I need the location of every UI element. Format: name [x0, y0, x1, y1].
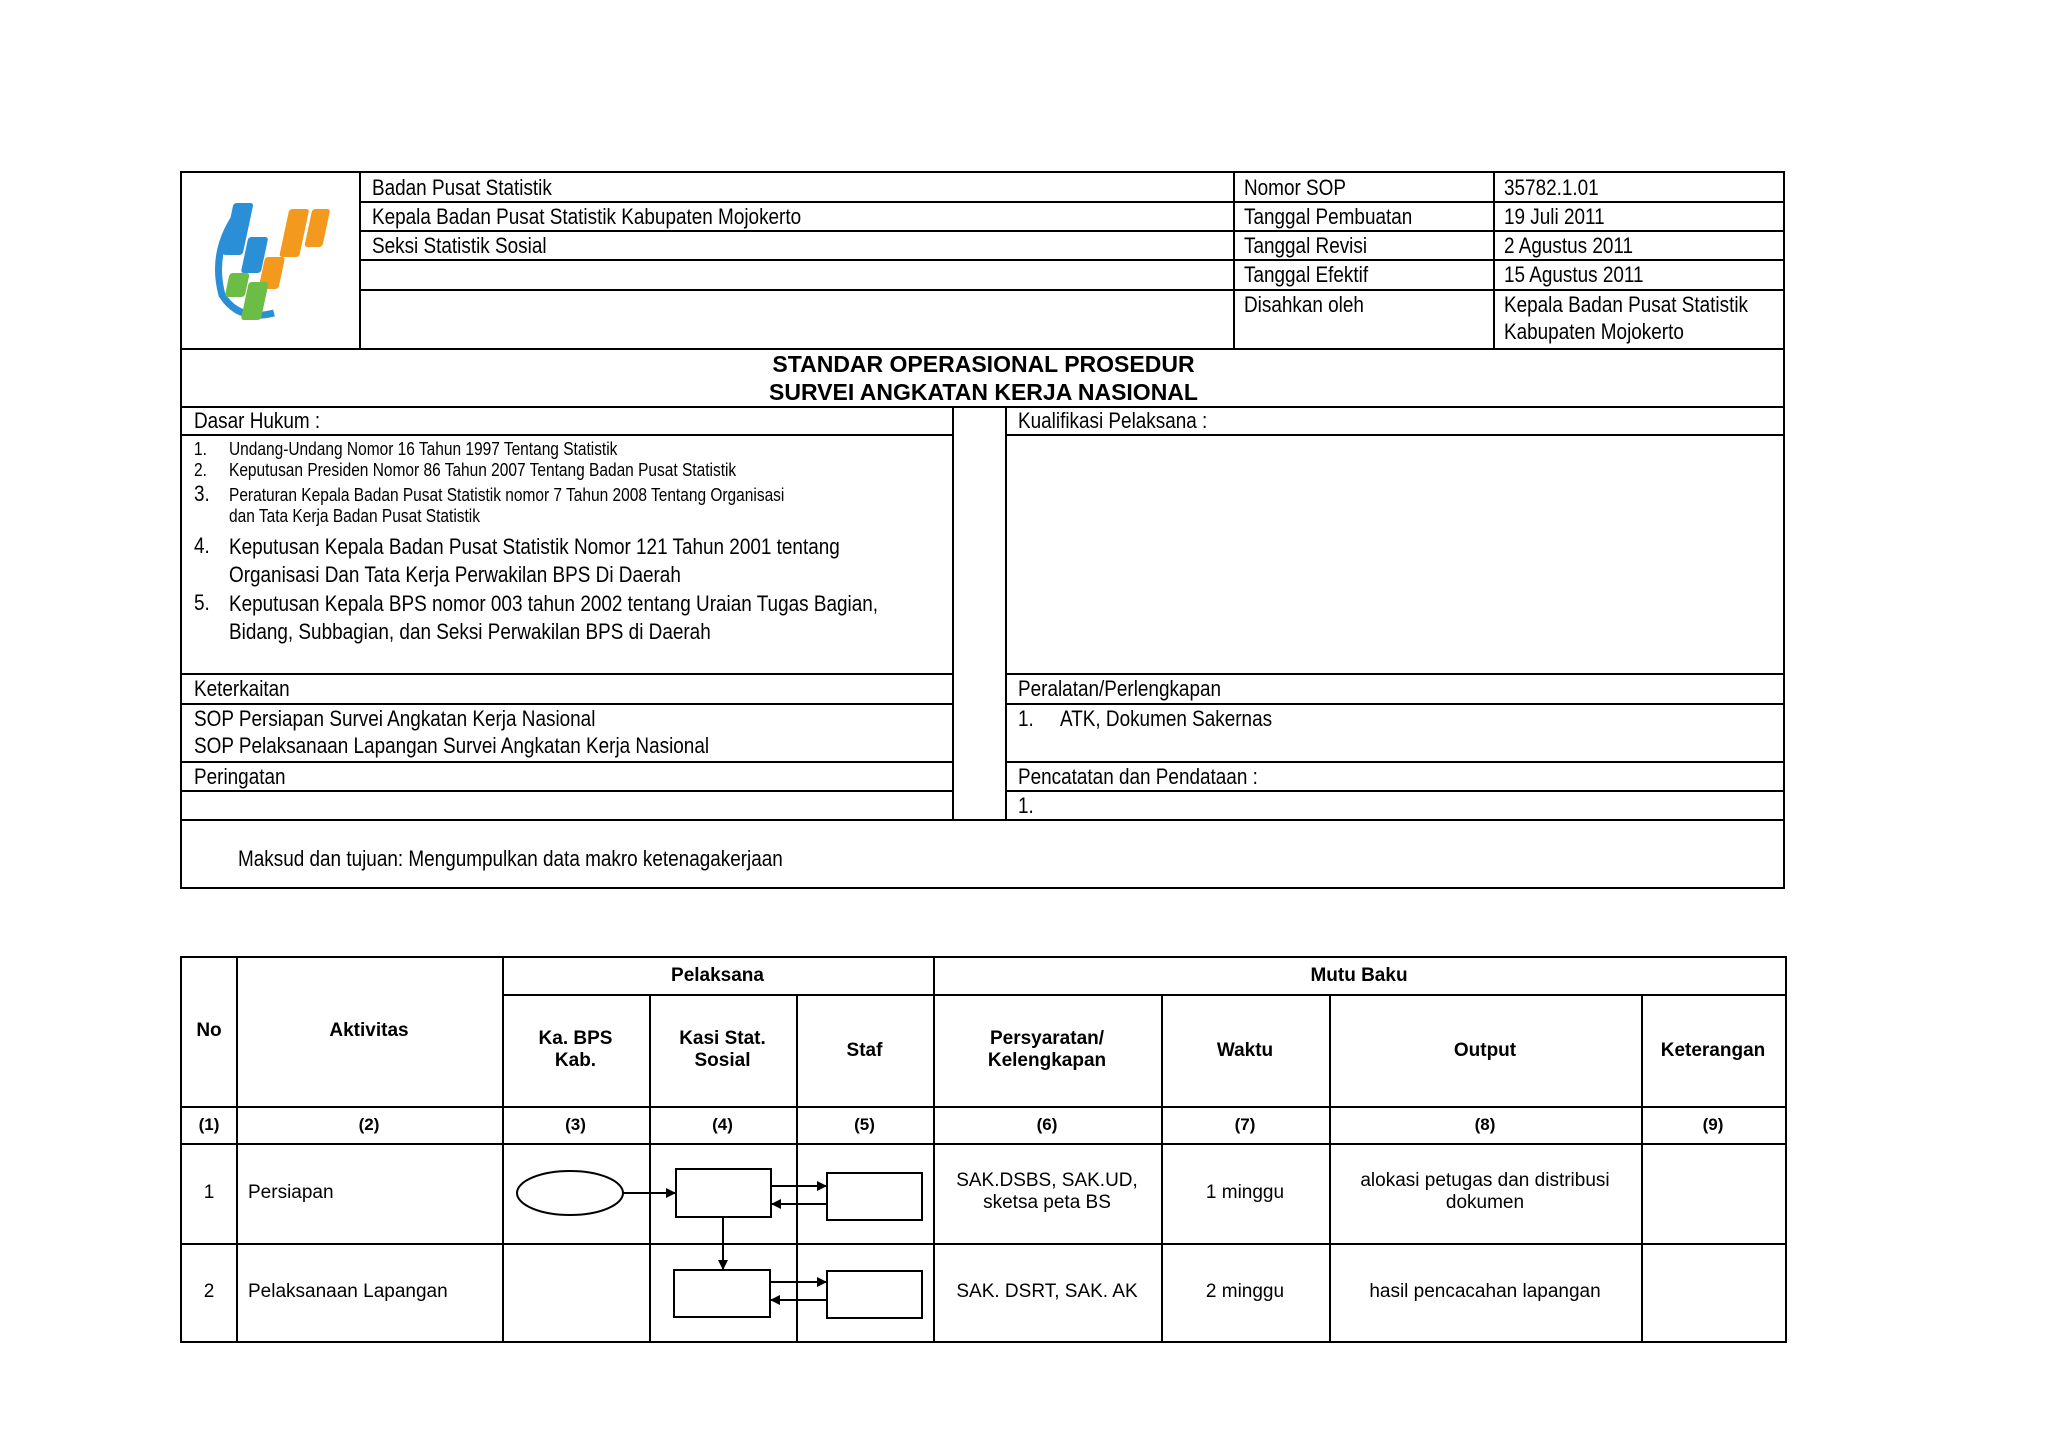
list-item-text: Keputusan Kepala BPS nomor 003 tahun 2002 tentang Uraian Tugas Bagian, — [229, 591, 879, 616]
col-waktu: Waktu — [1216, 1040, 1274, 1061]
row-output-line2: dokumen — [1445, 1192, 1525, 1213]
meta-value-pembuatan: 19 Juli 2011 — [1504, 204, 1605, 229]
group-mutu-baku: Mutu Baku — [1310, 965, 1408, 986]
group-pelaksana: Pelaksana — [671, 965, 764, 986]
col-ka-bps-line1: Ka. BPS — [538, 1028, 613, 1049]
col-staf: Staf — [846, 1040, 883, 1061]
peringatan-label: Peringatan — [194, 764, 286, 789]
col-number: (6) — [1036, 1115, 1058, 1134]
meta-label-pembuatan: Tanggal Pembuatan — [1244, 204, 1413, 229]
peralatan-label: Peralatan/Perlengkapan — [1018, 676, 1222, 701]
col-number: (1) — [198, 1115, 220, 1134]
activity-table — [180, 956, 1787, 1343]
flowchart — [182, 958, 1785, 1341]
col-no: No — [196, 1020, 222, 1041]
col-keterangan: Keterangan — [1660, 1040, 1766, 1061]
col-number: (8) — [1474, 1115, 1496, 1134]
peralatan-item-num: 1. — [1018, 706, 1034, 731]
process-box-kasi-2 — [674, 1270, 770, 1317]
page-title: STANDAR OPERASIONAL PROSEDUR — [772, 351, 1195, 377]
list-item — [194, 439, 207, 460]
col-persyaratan-line1: Persyaratan/ — [989, 1028, 1105, 1049]
col-number: (4) — [712, 1115, 733, 1134]
pencatatan-label: Pencatatan dan Pendataan : — [1018, 764, 1258, 789]
col-ka-bps-line2: Kab. — [554, 1050, 597, 1071]
meta-label-disahkan: Disahkan oleh — [1244, 292, 1364, 317]
col-kasi-line1: Kasi Stat. — [679, 1028, 766, 1049]
meta-label-revisi: Tanggal Revisi — [1244, 233, 1368, 258]
item-number: 4. — [194, 533, 210, 558]
meta-value-nomor: 35782.1.01 — [1504, 175, 1599, 200]
col-aktivitas: Aktivitas — [329, 1020, 409, 1041]
meta-value-revisi: 2 Agustus 2011 — [1504, 233, 1634, 258]
list-item-text: Keputusan Kepala Badan Pusat Statistik Nomor 121 Tahun 2001 tentang — [229, 534, 840, 559]
col-number: (7) — [1234, 1115, 1256, 1134]
bps-logo — [204, 187, 350, 331]
keterkaitan-item-2: SOP Pelaksanaan Lapangan Survei Angkatan Kerja Nasional — [194, 733, 710, 758]
col-number: (5) — [854, 1115, 875, 1134]
col-persyaratan-line2: Kelengkapan — [987, 1050, 1107, 1071]
dasar-hukum-label: Dasar Hukum : — [194, 408, 321, 433]
peralatan-item-text: ATK, Dokumen Sakernas — [1060, 706, 1273, 731]
meta-label-efektif: Tanggal Efektif — [1244, 262, 1369, 287]
meta-value-disahkan-1: Kepala Badan Pusat Statistik — [1504, 292, 1749, 317]
item-number: 3. — [194, 481, 210, 506]
org-line-1: Badan Pusat Statistik — [372, 175, 552, 200]
item-number: 5. — [194, 590, 210, 615]
list-item-text: Peraturan Kepala Badan Pusat Statistik nomor 7 Tahun 2008 Tentang Organisasi — [229, 485, 785, 505]
row-persyaratan-line2: sketsa peta BS — [983, 1192, 1111, 1213]
row-waktu: 1 minggu — [1205, 1182, 1285, 1203]
row-waktu: 2 minggu — [1205, 1281, 1285, 1302]
list-item-text: Bidang, Subbagian, dan Seksi Perwakilan BPS di Daerah — [229, 619, 711, 644]
keterkaitan-label: Keterkaitan — [194, 676, 290, 701]
list-item-text: dan Tata Kerja Badan Pusat Statistik — [229, 506, 480, 526]
kualifikasi-label: Kualifikasi Pelaksana : — [1018, 408, 1208, 433]
item-number: 1. — [194, 439, 207, 459]
row-no: 2 — [203, 1281, 215, 1302]
col-number: (2) — [358, 1115, 380, 1134]
start-ellipse — [517, 1171, 623, 1215]
org-line-2: Kepala Badan Pusat Statistik Kabupaten Mojokerto — [372, 204, 802, 229]
org-line-3: Seksi Statistik Sosial — [372, 233, 547, 258]
row-aktivitas: Persiapan — [248, 1182, 334, 1203]
process-box-staf-1 — [827, 1173, 922, 1220]
list-item-text: Keputusan Presiden Nomor 86 Tahun 2007 Tentang Badan Pusat Statistik — [229, 460, 737, 480]
process-box-kasi-1 — [676, 1169, 771, 1217]
keterkaitan-item-1: SOP Persiapan Survei Angkatan Kerja Nasional — [194, 706, 596, 731]
process-box-staf-2 — [827, 1271, 922, 1318]
maksud-tujuan: Maksud dan tujuan: Mengumpulkan data makro ketenagakerjaan — [238, 846, 783, 871]
col-number: (3) — [565, 1115, 586, 1134]
pencatatan-item-num: 1. — [1018, 793, 1034, 818]
list-item-text: Undang-Undang Nomor 16 Tahun 1997 Tentang Statistik — [229, 439, 618, 459]
col-number: (9) — [1702, 1115, 1724, 1134]
row-no: 1 — [203, 1182, 215, 1203]
page-subtitle: SURVEI ANGKATAN KERJA NASIONAL — [769, 379, 1198, 405]
col-kasi-line2: Sosial — [694, 1050, 751, 1071]
row-aktivitas: Pelaksanaan Lapangan — [248, 1281, 448, 1302]
meta-value-efektif: 15 Agustus 2011 — [1504, 262, 1644, 287]
row-persyaratan: SAK. DSRT, SAK. AK — [956, 1281, 1138, 1302]
item-number: 2. — [194, 460, 207, 480]
list-item-text: Organisasi Dan Tata Kerja Perwakilan BPS Di Daerah — [229, 562, 681, 587]
meta-label-nomor: Nomor SOP — [1244, 175, 1346, 200]
row-output: hasil pencacahan lapangan — [1369, 1281, 1601, 1302]
row-persyaratan-line1: SAK.DSBS, SAK.UD, — [956, 1170, 1138, 1191]
row-output-line1: alokasi petugas dan distribusi — [1360, 1170, 1610, 1191]
meta-value-disahkan-2: Kabupaten Mojokerto — [1504, 319, 1684, 344]
sop-header — [180, 171, 1785, 889]
col-output: Output — [1453, 1040, 1517, 1061]
